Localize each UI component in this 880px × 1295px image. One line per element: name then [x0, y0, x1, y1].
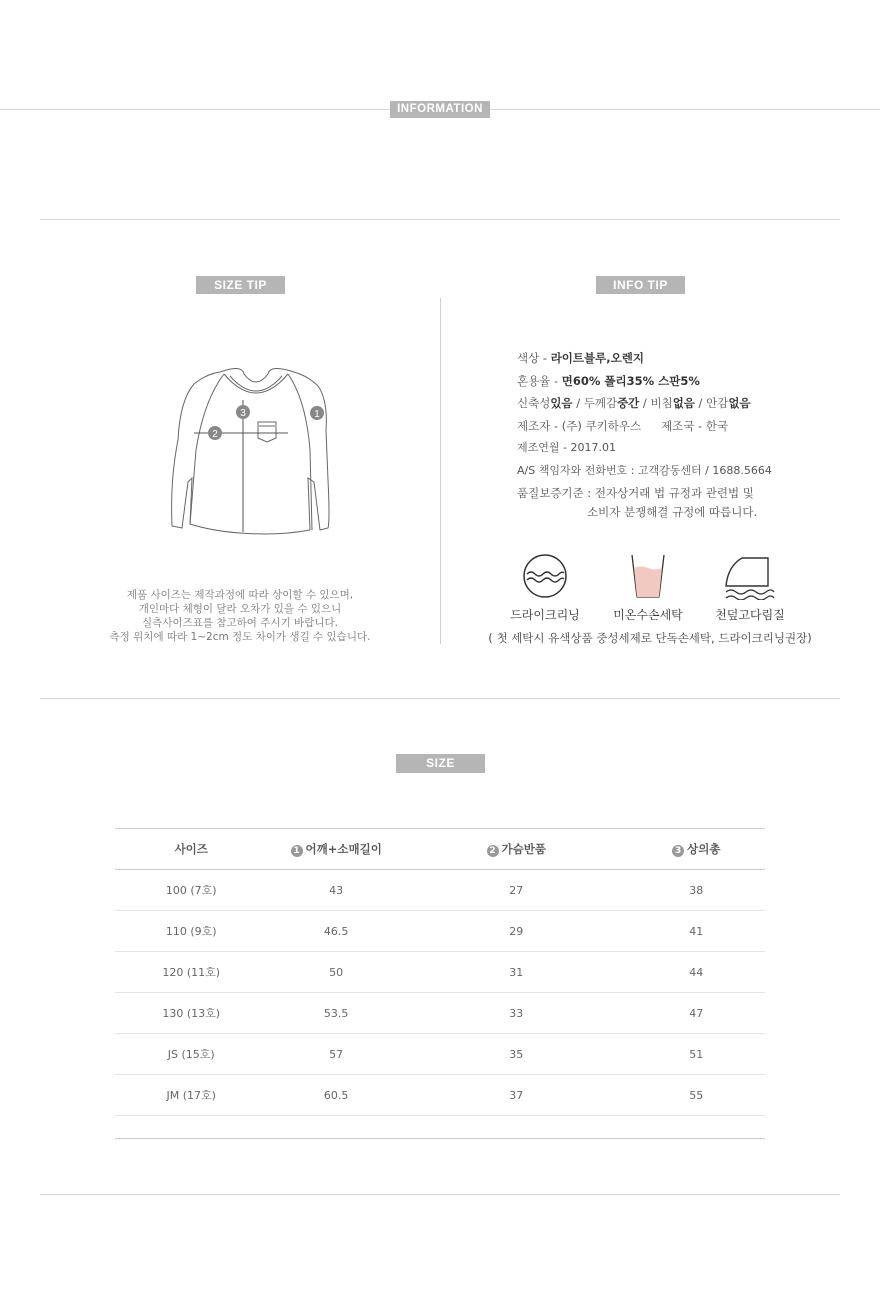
header-length: 3 상의총: [628, 829, 765, 870]
info-maker: 제조자 - (주) 쿠키하우스 제조국 - 한국: [517, 418, 729, 433]
center-divider: [440, 298, 441, 644]
table-row: 110 (9호) 46.5 29 41: [115, 911, 765, 952]
size-tip-label: SIZE TIP: [196, 276, 285, 294]
info-material: 혼용율 - 면60% 폴리35% 스판5%: [517, 373, 700, 388]
table-row: JS (15호) 57 35 51: [115, 1034, 765, 1075]
size-table: [115, 828, 765, 1116]
info-attributes: 신축성있음 / 두께감중간 / 비침없음 / 안감없음: [517, 396, 751, 410]
info-tip-list: [517, 347, 772, 523]
header-sleeve: 1 어깨+소매길이: [267, 829, 404, 870]
size-note-line: 실측사이즈표를 참고하여 주시기 바랍니다.: [142, 617, 338, 629]
tshirt-diagram: [160, 360, 360, 545]
size-tip-notes: [60, 588, 420, 644]
section-divider-3: [40, 1194, 840, 1195]
table-bottom-line: [115, 1138, 765, 1139]
info-quality-cont: 소비자 분쟁해결 규정에 따릅니다.: [587, 504, 758, 519]
info-tip-label: INFO TIP: [596, 276, 685, 294]
section-divider-1: [40, 219, 840, 220]
table-row: 130 (13호) 53.5 33 47: [115, 993, 765, 1034]
svg-text:2: 2: [212, 429, 218, 440]
header-size: 사이즈: [115, 829, 267, 870]
care-cloth-ironing: 천덮고다림질: [705, 552, 795, 623]
table-row: 100 (7호) 43 27 38: [115, 870, 765, 911]
size-note-line: 개인마다 체형이 달라 오차가 있을 수 있으니: [138, 603, 342, 615]
info-color: 색상 - 라이트블루,오렌지: [517, 351, 644, 365]
information-label: INFORMATION: [390, 101, 490, 118]
header-chest: 2 가슴반품: [405, 829, 628, 870]
size-note-line: 측정 위치에 따라 1~2cm 정도 차이가 생길 수 있습니다.: [109, 631, 371, 643]
hand-wash-icon: [623, 552, 673, 600]
table-row: JM (17호) 60.5 37 55: [115, 1075, 765, 1116]
svg-text:3: 3: [240, 408, 246, 419]
section-divider-2: [40, 698, 840, 699]
care-note: ( 첫 세탁시 유색상품 중성세제로 단독손세탁, 드라이크리닝권장): [488, 631, 812, 645]
info-date: 제조연월 - 2017.01: [517, 441, 616, 454]
size-table-header: [115, 829, 765, 870]
info-as: A/S 책임자와 전화번호 : 고객감동센터 / 1688.5664: [517, 463, 772, 477]
dry-cleaning-icon: [520, 552, 570, 600]
info-quality: 품질보증기준 : 전자상거래 법 규정과 관련법 및: [517, 486, 754, 500]
iron-icon: [722, 552, 778, 600]
size-label: SIZE: [396, 754, 485, 773]
size-note-line: 제품 사이즈는 제작과정에 따라 상이할 수 있으며,: [126, 589, 354, 601]
care-dry-cleaning: 드라이크리닝: [500, 552, 590, 623]
care-lukewarm-hand-wash: 미온수손세탁: [603, 552, 693, 623]
svg-text:1: 1: [314, 409, 320, 420]
table-row: 120 (11호) 50 31 44: [115, 952, 765, 993]
